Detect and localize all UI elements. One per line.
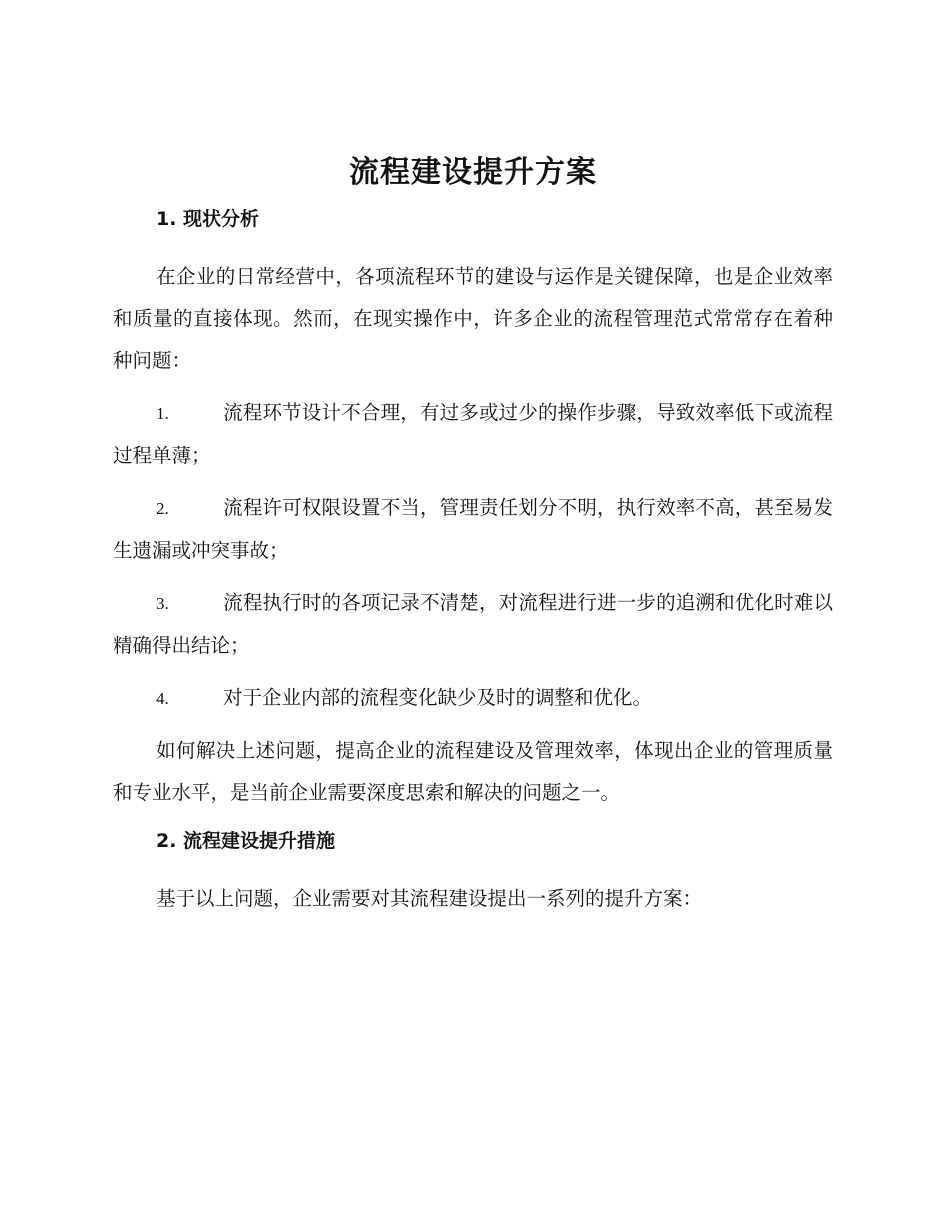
section-heading-status-analysis: 1. 现状分析 (156, 208, 260, 230)
list-item-text: 对于企业内部的流程变化缺少及时的调整和优化。 (223, 686, 653, 709)
paragraph-status-conclusion: 如何解决上述问题，提高企业的流程建设及管理效率，体现出企业的管理质量和专业水平，是当前企业需要深度思索和解决的问题之一。 (113, 739, 833, 804)
list-item-text: 流程环节设计不合理，有过多或过少的操作步骤，导致效率低下或流程过程单薄； (113, 401, 833, 467)
list-item (113, 582, 833, 667)
section-heading-improvement-measures: 2. 流程建设提升措施 (156, 830, 336, 852)
list-item-text: 流程许可权限设置不当，管理责任划分不明，执行效率不高，甚至易发生遗漏或冲突事故； (113, 496, 833, 562)
paragraph-status-intro: 在企业的日常经营中，各项流程环节的建设与运作是关键保障，也是企业效率和质量的直接体现。然而，在现实操作中，许多企业的流程管理范式常常存在着种种问题： (113, 265, 833, 372)
list-item-number: 4. (156, 689, 169, 708)
list-item (113, 392, 833, 477)
list-item-text: 流程执行时的各项记录不清楚，对流程进行进一步的追溯和优化时难以精确得出结论； (113, 591, 833, 657)
list-item-number: 1. (156, 404, 169, 423)
document-body (113, 150, 833, 930)
list-item (113, 487, 833, 572)
paragraph-measures-intro: 基于以上问题，企业需要对其流程建设提出一系列的提升方案： (156, 887, 703, 910)
list-item (113, 677, 833, 720)
list-item-number: 2. (156, 499, 169, 518)
problem-list (113, 392, 833, 720)
document-title: 流程建设提升方案 (349, 155, 597, 190)
list-item-number: 3. (156, 594, 169, 613)
